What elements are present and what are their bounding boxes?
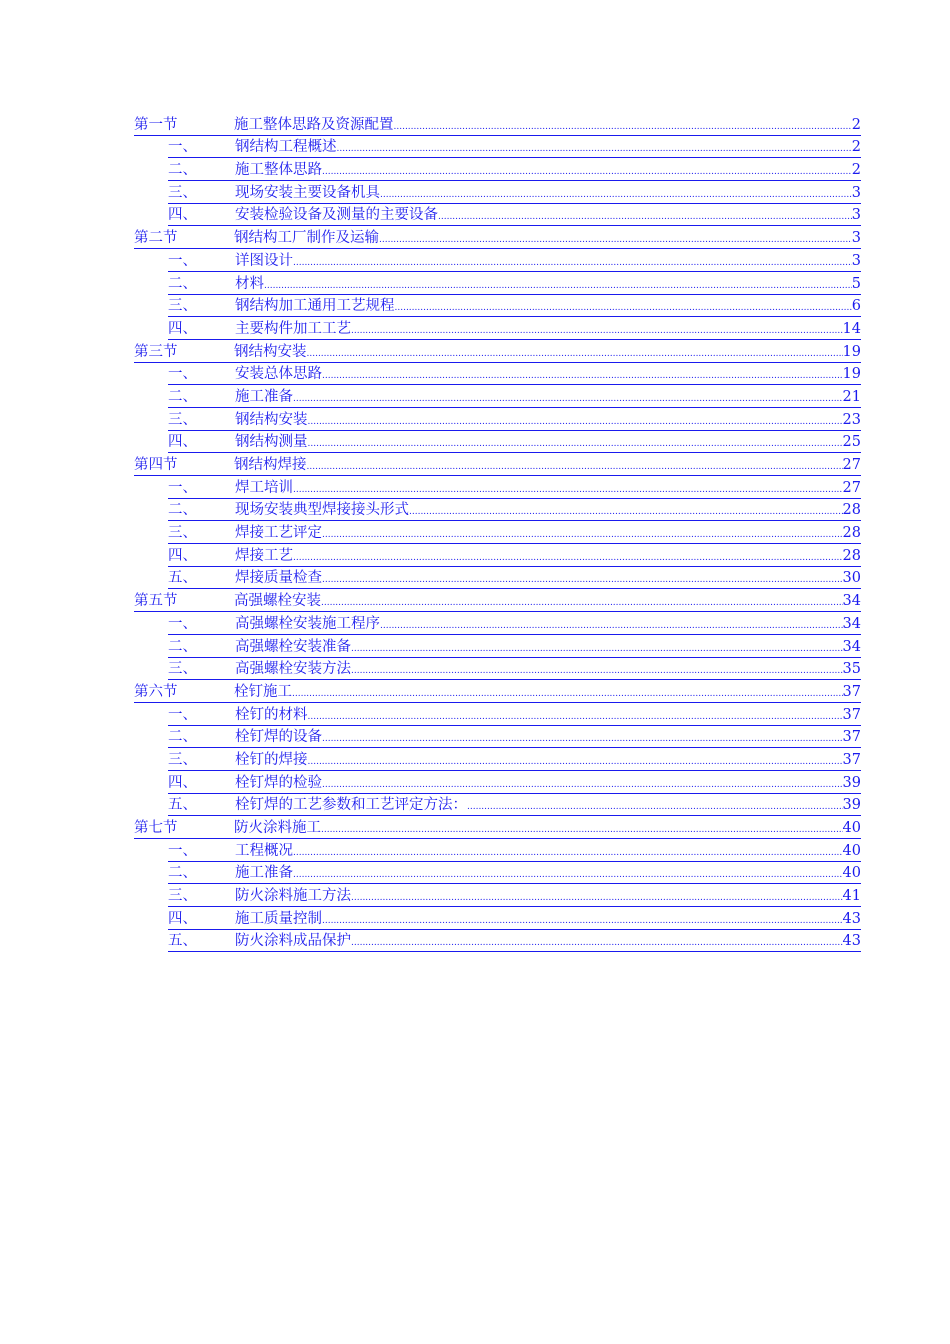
toc-dot-leader [322,779,843,793]
toc-entry-number: 二、 [168,729,197,746]
toc-subsection-link[interactable] [168,794,861,817]
toc-entry-number: 第一节 [134,116,178,133]
toc-entry-title: 焊工培训 [235,479,293,496]
toc-page-number: 27 [842,479,861,496]
toc-subsection-link[interactable] [168,363,861,386]
toc-page-number: 6 [851,298,861,315]
toc-subsection-link[interactable] [168,748,861,771]
toc-subsection-link[interactable] [168,658,861,681]
toc-entry-number: 二、 [168,502,197,519]
toc-entry-title: 施工整体思路及资源配置 [234,116,394,133]
toc-subsection-link[interactable] [168,884,861,907]
toc-page-number: 37 [842,729,861,746]
toc-entry-number: 第六节 [134,683,178,700]
toc-dot-leader [322,574,843,588]
toc-entry-number: 三、 [168,661,197,678]
toc-dot-leader [322,733,843,747]
toc-entry-title: 安装总体思路 [235,366,322,383]
toc-dot-leader [293,847,843,861]
toc-page-number: 28 [842,547,861,564]
toc-page-number: 34 [842,615,861,632]
toc-dot-leader [351,665,843,679]
toc-entry-title: 主要构件加工工艺 [235,320,351,337]
toc-entry-number: 三、 [168,525,197,542]
toc-entry-number: 第三节 [134,343,178,360]
toc-entry-number: 三、 [168,184,197,201]
toc-entry-number: 二、 [168,388,197,405]
toc-page-number: 28 [842,525,861,542]
toc-entry-title: 焊接工艺评定 [235,525,322,542]
toc-entry-number: 三、 [168,888,197,905]
toc-dot-leader [307,461,843,475]
toc-entry-number: 三、 [168,411,197,428]
toc-dot-leader [308,438,843,452]
toc-dot-leader [322,529,843,543]
toc-entry-title: 钢结构焊接 [234,457,307,473]
toc-entry-title: 钢结构工程概述 [235,139,337,156]
toc-page-number: 35 [842,661,861,678]
toc-entry-title: 栓钉焊的设备 [235,729,322,746]
toc-entry-title: 钢结构加工通用工艺规程 [235,298,395,315]
toc-dot-leader [307,348,843,362]
toc-subsection-link[interactable] [168,295,861,318]
toc-entry-title: 施工准备 [235,865,293,882]
toc-dot-leader [308,711,843,725]
toc-page-number: 40 [842,842,861,859]
toc-subsection-link[interactable] [168,499,861,522]
toc-subsection-link[interactable] [168,771,861,794]
toc-entry-title: 高强螺栓安装施工程序 [235,615,380,632]
toc-entry-title: 现场安装主要设备机具 [235,184,380,201]
toc-page-number: 2 [851,116,861,133]
toc-entry-number: 第四节 [134,457,178,473]
toc-entry-title: 栓钉焊的工艺参数和工艺评定方法： [235,797,467,814]
toc-entry-title: 施工整体思路 [235,162,322,179]
toc-entry-number: 一、 [168,366,197,383]
toc-entry-number: 二、 [168,162,197,179]
toc-entry-number: 一、 [168,252,197,269]
toc-entry-title: 材料 [235,275,264,292]
toc-dot-leader [395,302,852,316]
toc-section-link[interactable] [134,589,861,612]
toc-entry-number: 二、 [168,638,197,655]
toc-dot-leader [380,620,843,634]
toc-entry-number: 三、 [168,298,197,315]
toc-entry-number: 一、 [168,706,197,723]
toc-entry-number: 四、 [168,320,197,337]
toc-subsection-link[interactable] [168,385,861,408]
toc-page-number: 2 [851,139,861,156]
toc-subsection-link[interactable] [168,249,861,272]
toc-dot-leader [351,892,843,906]
toc-entry-number: 一、 [168,615,197,632]
toc-dot-leader [394,121,852,135]
toc-entry-number: 第七节 [134,820,178,836]
toc-dot-leader [409,506,843,520]
toc-entry-title: 详图设计 [235,252,293,269]
toc-page-number: 3 [851,230,861,247]
toc-entry-number: 一、 [168,842,197,859]
toc-page-number: 43 [842,933,861,950]
toc-subsection-link[interactable] [168,408,861,431]
toc-dot-leader [321,597,843,611]
toc-entry-title: 栓钉施工 [234,683,292,700]
toc-page-number: 39 [842,774,861,791]
toc-subsection-link[interactable] [168,930,861,953]
toc-page-number: 28 [842,502,861,519]
toc-entry-number: 三、 [168,751,197,768]
toc-dot-leader [264,280,852,294]
toc-subsection-link[interactable] [168,181,861,204]
toc-entry-title: 钢结构工厂制作及运输 [234,230,379,247]
toc-dot-leader [321,824,843,838]
toc-page-number: 19 [842,366,861,383]
toc-entry-number: 二、 [168,275,197,292]
toc-page-number: 5 [851,275,861,292]
toc-subsection-link[interactable] [168,544,861,567]
toc-subsection-link[interactable] [168,907,861,930]
toc-page-number: 39 [842,797,861,814]
toc-entry-title: 栓钉焊的检验 [235,774,322,791]
toc-section-link[interactable] [134,340,861,363]
toc-entry-title: 栓钉的焊接 [235,751,308,768]
toc-subsection-link[interactable] [168,726,861,749]
toc-entry-number: 四、 [168,207,197,224]
toc-section-link[interactable] [134,226,861,249]
toc-subsection-link[interactable] [168,136,861,159]
toc-page-number: 41 [842,888,861,905]
toc-dot-leader [308,756,843,770]
toc-page-number: 3 [851,252,861,269]
toc-page-number: 19 [842,343,861,360]
toc-dot-leader [322,915,843,929]
toc-dot-leader [292,688,843,702]
toc-section-link[interactable] [134,453,861,476]
toc-entry-number: 四、 [168,774,197,791]
toc-entry-number: 四、 [168,434,197,451]
toc-page-number: 3 [851,207,861,224]
toc-entry-title: 安装检验设备及测量的主要设备 [235,207,438,224]
toc-entry-title: 钢结构测量 [235,434,308,451]
toc-page-number: 14 [842,320,861,337]
toc-dot-leader [351,325,843,339]
toc-subsection-link[interactable] [168,612,861,635]
toc-entry-number: 一、 [168,139,197,156]
toc-entry-title: 焊接工艺 [235,547,293,564]
toc-page-number: 34 [842,638,861,655]
toc-page-number: 27 [842,457,861,473]
toc-dot-leader [337,143,852,157]
toc-subsection-link[interactable] [168,317,861,340]
toc-subsection-link[interactable] [168,476,861,499]
toc-dot-leader [380,189,852,203]
toc-entry-number: 一、 [168,479,197,496]
toc-page-number: 40 [842,865,861,882]
toc-subsection-link[interactable] [168,204,861,227]
toc-entry-title: 防火涂料成品保护 [235,933,351,950]
toc-entry-number: 二、 [168,865,197,882]
toc-entry-number: 四、 [168,910,197,927]
toc-subsection-link[interactable] [168,521,861,544]
toc-page-number: 2 [851,162,861,179]
toc-entry-number: 五、 [168,570,197,587]
toc-entry-title: 焊接质量检查 [235,570,322,587]
toc-page-number: 3 [851,184,861,201]
toc-dot-leader [379,234,852,248]
toc-subsection-link[interactable] [168,272,861,295]
toc-entry-title: 高强螺栓安装准备 [235,638,351,655]
toc-page-number: 37 [842,683,861,700]
toc-entry-title: 防火涂料施工 [234,820,321,836]
toc-page-number: 34 [842,593,861,610]
toc-dot-leader [293,869,843,883]
toc-section-link[interactable] [134,113,861,136]
toc-dot-leader [293,393,843,407]
toc-entry-title: 现场安装典型焊接接头形式 [235,502,409,519]
toc-dot-leader [322,370,843,384]
toc-entry-title: 高强螺栓安装 [234,593,321,610]
toc-dot-leader [293,257,852,271]
toc-entry-number: 四、 [168,547,197,564]
toc-entry-title: 施工准备 [235,388,293,405]
toc-page-number: 40 [842,820,861,836]
toc-subsection-link[interactable] [168,158,861,181]
toc-entry-number: 第五节 [134,593,178,610]
toc-entry-number: 第二节 [134,230,178,247]
toc-dot-leader [351,937,843,951]
toc-dot-leader [322,166,852,180]
toc-section-link[interactable] [134,680,861,703]
toc-dot-leader [351,643,843,657]
toc-subsection-link[interactable] [168,431,861,454]
toc-subsection-link[interactable] [168,567,861,590]
toc-page-number: 37 [842,751,861,768]
toc-entry-title: 工程概况 [235,842,293,859]
toc-dot-leader [467,801,843,815]
toc-page-number: 30 [842,570,861,587]
toc-page-number: 43 [842,910,861,927]
toc-page-number: 25 [842,434,861,451]
toc-subsection-link[interactable] [168,703,861,726]
toc-dot-leader [293,552,843,566]
toc-entry-title: 施工质量控制 [235,910,322,927]
toc-page-number: 37 [842,706,861,723]
toc-section-link[interactable] [134,816,861,839]
toc-entry-title: 钢结构安装 [234,343,307,360]
toc-dot-leader [293,484,843,498]
toc-dot-leader [308,416,843,430]
toc-page-number: 21 [842,388,861,405]
toc-entry-title: 栓钉的材料 [235,706,308,723]
toc-entry-number: 五、 [168,933,197,950]
toc-entry-title: 钢结构安装 [235,411,308,428]
table-of-contents [134,113,861,952]
toc-page-number: 23 [842,411,861,428]
toc-entry-title: 防火涂料施工方法 [235,888,351,905]
toc-entry-number: 五、 [168,797,197,814]
toc-subsection-link[interactable] [168,862,861,885]
toc-subsection-link[interactable] [168,839,861,862]
toc-entry-title: 高强螺栓安装方法 [235,661,351,678]
toc-dot-leader [438,211,852,225]
toc-subsection-link[interactable] [168,635,861,658]
